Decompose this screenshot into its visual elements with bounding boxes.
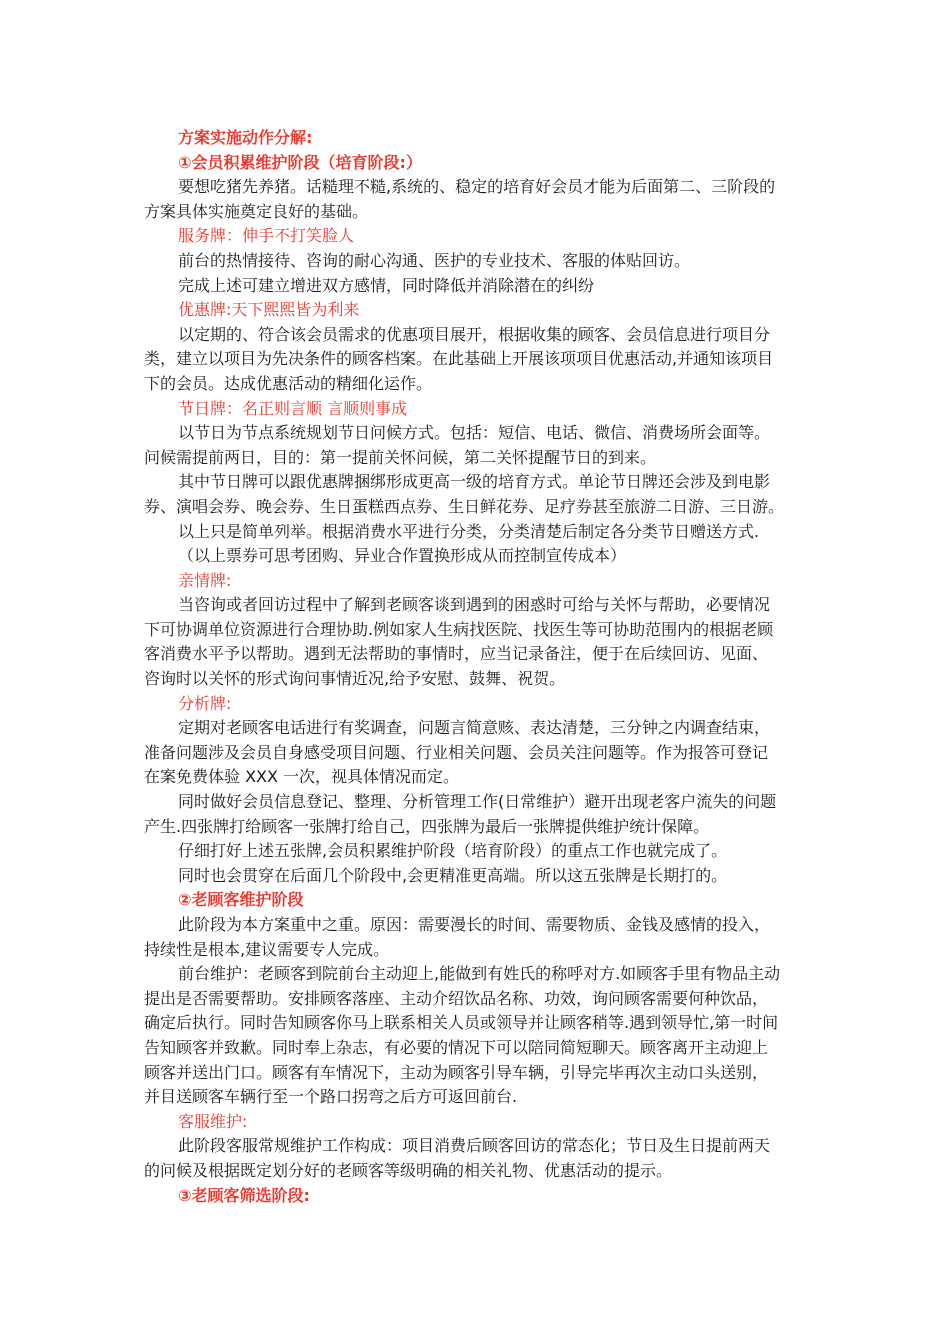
paragraph-line: 此阶段为本方案重中之重。原因：需要漫长的时间、需要物质、金钱及感情的投入， (178, 915, 771, 934)
paragraph-line: 咨询时以关怀的形式询问事情近况,给予安慰、鼓舞、祝贺。 (144, 669, 566, 689)
paragraph-line: 提出是否需要帮助。安排顾客落座、主动介绍饮品名称、功效，询问顾客需要何种饮品， (144, 988, 769, 1008)
paragraph-line: 要想吃猪先养猪。话糙理不糙,系统的、稳定的培育好会员才能为后面第二、三阶段的 (178, 177, 776, 197)
subsection-heading: 亲情牌: (178, 570, 232, 590)
paragraph-line: 券、演唱会券、晚会券、生日蛋糕西点券、生日鲜花券、足疗券甚至旅游二日游、三日游。 (144, 496, 785, 516)
paragraph-line: 下可协调单位资源进行合理协助.例如家人生病找医院、找医生等可协助范围内的根据老顾 (144, 619, 774, 639)
paragraph-line: 定期对老顾客电话进行有奖调查，问题言简意赅、表达清楚，三分钟之内调查结束， (178, 718, 771, 738)
section-heading: ③老顾客筛选阶段: (178, 1185, 310, 1205)
paragraph-line: 持续性是根本,建议需要专人完成。 (144, 939, 390, 959)
paragraph-line: 同时做好会员信息登记、整理、分析管理工作(日常维护）避开出现老客户流失的问题 (178, 792, 777, 812)
subsection-heading: 客服维护: (178, 1111, 248, 1131)
paragraph-line: 方案具体实施奠定良好的基础。 (144, 201, 369, 221)
paragraph-line: 同时也会贯穿在后面几个阶段中,会更精准更高端。所以这五张牌是长期打的。 (178, 865, 728, 885)
paragraph-line: 问候需提前两日，目的：第一提前关怀问候，第二关怀提醒节日的到来。 (144, 447, 657, 467)
paragraph-line: 确定后执行。同时告知顾客你马上联系相关人员或领导并让顾客稍等.遇到领导忙,第一时间 (144, 1013, 779, 1033)
section-heading: ①会员积累维护阶段（培育阶段:） (178, 152, 422, 172)
subsection-heading: 节日牌：名正则言顺 言顺则事成 (178, 398, 408, 418)
paragraph-line: 告知顾客并致歉。同时奉上杂志，有必要的情况下可以陪同简短聊天。顾客离开主动迎上 (144, 1037, 769, 1057)
paragraph-line: （以上票券可思考团购、异业合作置换形成从而控制宣传成本） (178, 546, 627, 566)
document-body (144, 126, 808, 1208)
paragraph-line: 下的会员。达成优惠活动的精细化运作。 (144, 373, 433, 393)
paragraph-line: 产生.四张牌打给顾客一张牌打给自己，四张牌为最后一张牌提供维护统计保障。 (144, 816, 710, 836)
paragraph-line: 以上只是简单列举。根据消费水平进行分类，分类清楚后制定各分类节日赠送方式. (178, 521, 760, 541)
paragraph-line: 前台维护：老顾客到院前台主动迎上,能做到有姓氏的称呼对方.如顾客手里有物品主动 (178, 964, 781, 984)
subsection-heading: 分析牌: (178, 693, 232, 713)
subsection-heading: 服务牌：伸手不打笑脸人 (178, 226, 355, 246)
paragraph-line: 准备问题涉及会员自身感受项目问题、行业相关问题、会员关注问题等。作为报答可登记 (144, 742, 769, 762)
paragraph-line: 其中节日牌可以跟优惠牌捆绑形成更高一级的培育方式。单论节日牌还会涉及到电影 (178, 472, 771, 492)
section-heading: ②老顾客维护阶段 (178, 890, 304, 910)
paragraph-line: 前台的热情接待、咨询的耐心沟通、医护的专业技术、客服的体贴回访。 (178, 250, 691, 270)
paragraph-line: 以定期的、符合该会员需求的优惠项目展开，根据收集的顾客、会员信息进行项目分 (178, 324, 771, 344)
paragraph-line: 的问候及根据既定划分好的老顾客等级明确的相关礼物、优惠活动的提示。 (144, 1160, 673, 1180)
paragraph-line: 顾客并送出门口。顾客有车情况下，主动为顾客引导车辆，引导完毕再次主动口头送别， (144, 1062, 769, 1082)
subsection-heading: 优惠牌:天下熙熙皆为利来 (178, 300, 360, 320)
paragraph-line: 此阶段客服常规维护工作构成：项目消费后顾客回访的常态化；节日及生日提前两天 (178, 1136, 771, 1156)
paragraph-line: 以节日为节点系统规划节日问候方式。包括：短信、电话、微信、消费场所会面等。 (178, 423, 771, 443)
paragraph-line: 仔细打好上述五张牌,会员积累维护阶段（培育阶段）的重点工作也就完成了。 (178, 841, 728, 861)
paragraph-line: 并目送顾客车辆行至一个路口拐弯之后方可返回前台. (144, 1087, 518, 1107)
paragraph-line: 当咨询或者回访过程中了解到老顾客谈到遇到的困惑时可给与关怀与帮助，必要情况 (178, 595, 771, 615)
paragraph-line: 在案免费体验 XXX 一次，视具体情况而定。 (144, 767, 460, 787)
section-heading: 方案实施动作分解: (178, 128, 313, 147)
paragraph-line: 客消费水平予以帮助。遇到无法帮助的事情时，应当记录备注，便于在后续回访、见面、 (144, 644, 769, 664)
paragraph-line: 完成上述可建立增进双方感情，同时降低并消除潜在的纠纷 (178, 275, 595, 295)
paragraph-line: 类，建立以项目为先决条件的顾客档案。在此基础上开展该项项目优惠活动,并通知该项目 (144, 349, 774, 369)
